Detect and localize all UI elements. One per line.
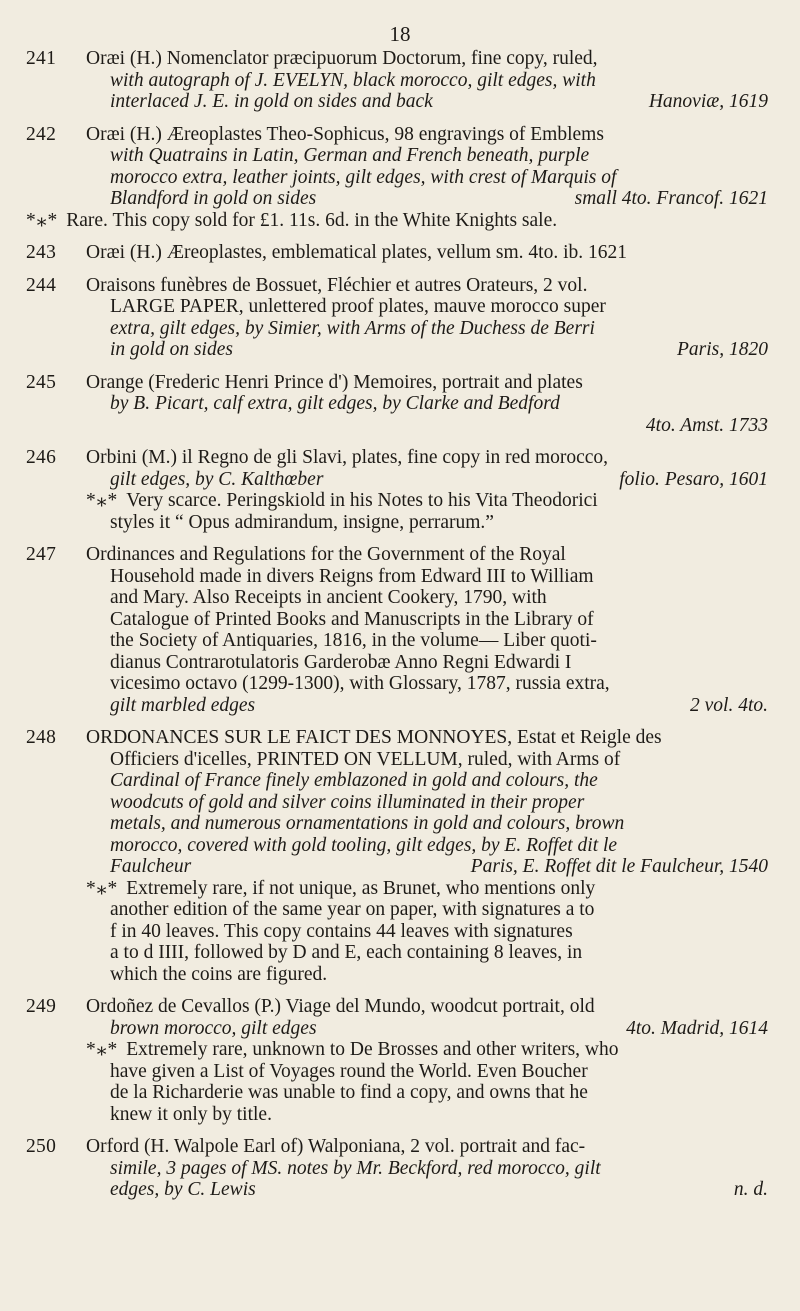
imprint: 2 vol. 4to. bbox=[690, 694, 768, 716]
note-mark: *⁎* bbox=[26, 209, 59, 231]
entry-248 bbox=[0, 727, 800, 985]
entry-line: Ordinances and Regulations for the Government of the Royal bbox=[86, 544, 566, 565]
entry-242 bbox=[0, 124, 800, 232]
note-mark: *⁎* bbox=[86, 1039, 119, 1060]
entry-244 bbox=[0, 275, 800, 361]
entry-line: Catalogue of Printed Books and Manuscripts in the Library of bbox=[110, 608, 594, 630]
entry-text bbox=[86, 1136, 768, 1201]
entry-line: Oræi (H.) Æreoplastes, emblematical plates, vellum sm. 4to. ib. 1621 bbox=[86, 242, 628, 263]
imprint-text: 4to. Amst. 1733 bbox=[645, 414, 768, 436]
entry-line: Orange (Frederic Henri Prince d') Memoires, portrait and plates bbox=[86, 371, 583, 393]
entry-line: extra, gilt edges, by Simier, with Arms of the Duchess de Berri bbox=[110, 317, 595, 339]
imprint: Hanoviæ, 1619 bbox=[648, 91, 768, 112]
entry-line: woodcuts of gold and silver coins illuminated in their proper bbox=[110, 791, 585, 813]
entry-line: Oraisons funèbres de Bossuet, Fléchier et autres Orateurs, 2 vol. bbox=[86, 274, 588, 296]
entry-line-text: in gold on sides bbox=[110, 339, 233, 360]
entry-line: Oræi (H.) Æreoplastes Theo-Sophicus, 98 engravings of Emblems bbox=[86, 123, 604, 145]
entry-line: and Mary. Also Receipts in ancient Cookery, 1790, with bbox=[110, 587, 547, 608]
imprint bbox=[86, 415, 768, 437]
entry-line: dianus Contrarotulatoris Garderobæ Anno Regni Edwardi I bbox=[110, 651, 572, 673]
entry-line: Household made in divers Reigns from Edward III to William bbox=[110, 565, 594, 587]
note-line: Extremely rare, unknown to De Brosses and other writers, who bbox=[126, 1039, 619, 1060]
imprint: folio. Pesaro, 1601 bbox=[619, 468, 768, 490]
entry-246 bbox=[0, 447, 800, 533]
lot-number: 242 bbox=[26, 123, 57, 145]
entry-line: by B. Picart, calf extra, gilt edges, by Clarke and Bedford bbox=[110, 393, 560, 414]
entry-text bbox=[86, 372, 768, 437]
entry-line-text: gilt edges, by C. Kalthœber bbox=[110, 468, 324, 490]
entry-line bbox=[86, 469, 768, 491]
imprint: Paris, 1820 bbox=[676, 339, 768, 360]
entry-line: ORDONANCES SUR LE FAICT DES MONNOYES, Estat et Reigle des bbox=[86, 727, 662, 748]
entry-line bbox=[86, 91, 768, 113]
note-line: knew it only by title. bbox=[110, 1103, 272, 1125]
entry-line-text: interlaced J. E. in gold on sides and back bbox=[110, 91, 433, 112]
entry-241 bbox=[0, 48, 800, 113]
entry-line bbox=[86, 339, 768, 361]
lot-number: 241 bbox=[26, 48, 57, 69]
catalogue-entries bbox=[0, 48, 800, 1212]
note-line: another edition of the same year on paper, with signatures a to bbox=[110, 899, 595, 920]
entry-250 bbox=[0, 1136, 800, 1201]
entry-line: Orbini (M.) il Regno de gli Slavi, plates, fine copy in red morocco, bbox=[86, 447, 609, 468]
note-line: styles it “ Opus admirandum, insigne, perrarum.” bbox=[110, 511, 494, 533]
imprint: n. d. bbox=[733, 1179, 768, 1200]
entry-line-text: gilt marbled edges bbox=[110, 694, 256, 716]
entry-line bbox=[86, 695, 768, 717]
note-mark: *⁎* bbox=[86, 877, 119, 899]
entry-text bbox=[86, 447, 768, 490]
entry-line: the Society of Antiquaries, 1816, in the volume— Liber quoti- bbox=[110, 630, 597, 651]
entry-text bbox=[86, 275, 768, 361]
lot-number: 247 bbox=[26, 544, 57, 565]
entry-249 bbox=[0, 996, 800, 1125]
entry-247 bbox=[0, 544, 800, 716]
entry-line: Orford (H. Walpole Earl of) Walponiana, 2 vol. portrait and fac- bbox=[86, 1136, 586, 1157]
imprint: small 4to. Francof. 1621 bbox=[574, 188, 768, 209]
page-number: 18 bbox=[389, 22, 411, 46]
entry-line: Ordoñez de Cevallos (P.) Viage del Mundo, woodcut portrait, old bbox=[86, 996, 595, 1017]
note-line: Rare. This copy sold for £1. 11s. 6d. in the White Knights sale. bbox=[66, 209, 558, 231]
entry-245 bbox=[0, 372, 800, 437]
entry-text bbox=[86, 996, 768, 1039]
note-mark: *⁎* bbox=[86, 490, 119, 511]
entry-text bbox=[86, 727, 768, 878]
entry-line: LARGE PAPER, unlettered proof plates, mauve morocco super bbox=[110, 296, 606, 317]
note-line: f in 40 leaves. This copy contains 44 leaves with signatures bbox=[110, 920, 573, 942]
lot-number: 245 bbox=[26, 371, 57, 393]
entry-note bbox=[26, 210, 768, 232]
entry-note bbox=[86, 490, 768, 533]
entry-note bbox=[86, 1039, 768, 1125]
entry-text bbox=[86, 48, 768, 113]
note-line: which the coins are figured. bbox=[110, 963, 328, 985]
lot-number: 249 bbox=[26, 996, 57, 1017]
entry-line-text: Blandford in gold on sides bbox=[110, 188, 317, 209]
lot-number: 248 bbox=[26, 727, 57, 748]
entry-line: simile, 3 pages of MS. notes by Mr. Beckford, red morocco, gilt bbox=[110, 1157, 601, 1179]
entry-line: vicesimo octavo (1299-1300), with Glossary, 1787, russia extra, bbox=[110, 673, 610, 694]
entry-line bbox=[86, 188, 768, 210]
lot-number: 246 bbox=[26, 447, 57, 468]
imprint: Paris, E. Roffet dit le Faulcheur, 1540 bbox=[470, 856, 768, 877]
entry-line: Cardinal of France finely emblazoned in gold and colours, the bbox=[110, 770, 598, 791]
note-line: Extremely rare, if not unique, as Brunet, who mentions only bbox=[126, 877, 596, 899]
entry-line-text: brown morocco, gilt edges bbox=[110, 1017, 317, 1039]
entry-line: Officiers d'icelles, PRINTED ON VELLUM, ruled, with Arms of bbox=[110, 748, 621, 770]
note-line: Very scarce. Peringskiold in his Notes to his Vita Theodorici bbox=[126, 490, 598, 511]
lot-number: 243 bbox=[26, 242, 57, 263]
entry-line: with autograph of J. EVELYN, black morocco, gilt edges, with bbox=[110, 69, 596, 91]
entry-line bbox=[86, 1018, 768, 1040]
entry-line bbox=[86, 1179, 768, 1201]
entry-line bbox=[86, 856, 768, 878]
imprint: 4to. Madrid, 1614 bbox=[626, 1017, 768, 1039]
entry-line: Oræi (H.) Nomenclator præcipuorum Doctorum, fine copy, ruled, bbox=[86, 48, 598, 69]
entry-line: metals, and numerous ornamentations in gold and colours, brown bbox=[110, 813, 625, 834]
entry-text bbox=[86, 124, 768, 210]
note-line: a to d IIII, followed by D and E, each containing 8 leaves, in bbox=[110, 942, 583, 963]
entry-note bbox=[86, 878, 768, 986]
entry-text bbox=[86, 544, 768, 716]
entry-line: morocco, covered with gold tooling, gilt edges, by E. Roffet dit le bbox=[110, 834, 618, 856]
entry-243 bbox=[0, 242, 800, 264]
entry-line: morocco extra, leather joints, gilt edges, with crest of Marquis of bbox=[110, 166, 617, 188]
lot-number: 244 bbox=[26, 274, 57, 296]
entry-line: with Quatrains in Latin, German and French beneath, purple bbox=[110, 145, 590, 166]
lot-number: 250 bbox=[26, 1136, 57, 1157]
entry-text bbox=[86, 242, 768, 264]
note-line: de la Richarderie was unable to find a copy, and owns that he bbox=[110, 1082, 588, 1103]
entry-line-text: Faulcheur bbox=[110, 856, 192, 877]
note-line: have given a List of Voyages round the World. Even Boucher bbox=[110, 1060, 588, 1082]
entry-line-text: edges, by C. Lewis bbox=[110, 1179, 256, 1200]
